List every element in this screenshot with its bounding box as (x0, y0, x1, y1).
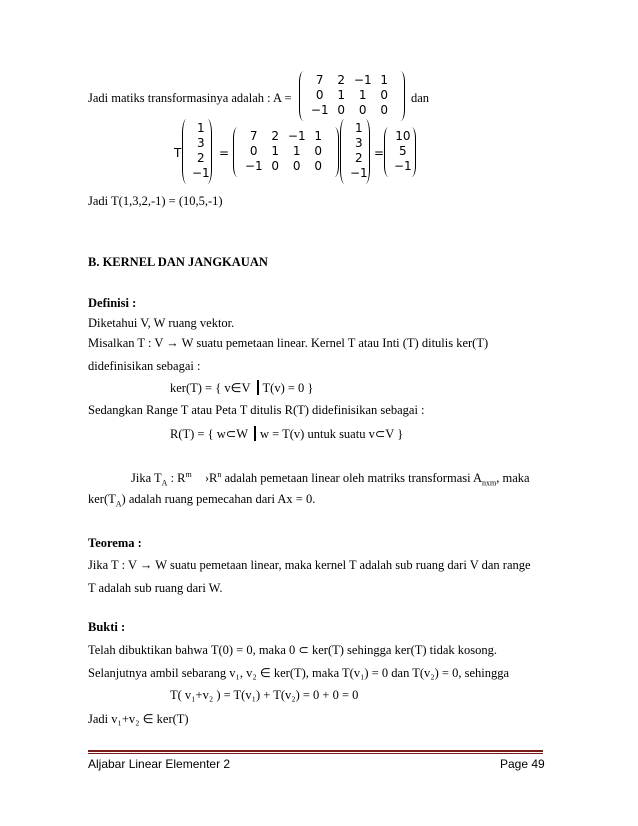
matrix-cell: 1 (271, 144, 280, 158)
footer-title: Aljabar Linear Elementer 2 (88, 757, 231, 771)
matrix-a (299, 71, 405, 121)
left-paren (299, 71, 308, 121)
domain-r: : R (167, 471, 186, 486)
vector-cell: 3 (197, 136, 205, 150)
left-paren (340, 119, 349, 184)
section-title: B. KERNEL DAN JANGKAUAN (88, 255, 268, 269)
input-vector-repeat (340, 119, 370, 184)
input-vector-repeat-grid (350, 121, 368, 184)
matrix-cell: 1 (292, 144, 301, 158)
vector-cell: 1 (197, 121, 205, 135)
right-paren (203, 119, 212, 184)
bukti-heading: Bukti : (88, 620, 126, 634)
teorema-heading: Teorema : (88, 536, 142, 550)
vector-cell: 5 (399, 144, 407, 158)
vector-cell: 3 (355, 136, 363, 150)
ker-text: ker(T (88, 492, 116, 506)
matrix-a-repeat (233, 127, 339, 177)
matrix-a-grid (309, 73, 395, 121)
vector-cell: 10 (395, 129, 411, 143)
jika-text-2: adalah pemetaan linear oleh matriks transformasi A (221, 471, 483, 486)
vector-cell: −1 (394, 159, 412, 173)
matrix-cell: 0 (315, 88, 324, 102)
equals-sign: = (374, 146, 385, 160)
page-number: Page 49 (500, 757, 545, 771)
definisi-line2: Misalkan T : V → W suatu pemetaan linear. Kernel T atau Inti (T) ditulis ker(T) (88, 336, 489, 350)
vector-cell: −1 (192, 166, 210, 180)
right-paren (407, 127, 416, 177)
definisi-line4: Sedangkan Range T atau Peta T ditulis R(T) didefinisikan sebagai : (88, 403, 425, 417)
vector-cell: −1 (350, 166, 368, 180)
matrix-cell: 0 (380, 103, 389, 117)
kernel-set-right: T(v) = 0 } (262, 381, 314, 395)
ker-ta-line (88, 492, 315, 509)
t-symbol: T (174, 146, 182, 160)
output-vector (384, 127, 416, 177)
teorema-line1: Jika T : V → W suatu pemetaan linear, maka kernel T adalah sub ruang dari V dan range (88, 558, 531, 572)
matrix-cell: 0 (358, 103, 367, 117)
range-set-right: w = T(v) untuk suatu v⊂V } (260, 427, 404, 441)
matrix-cell: 2 (271, 129, 280, 143)
vector-cell: 1 (355, 121, 363, 135)
footer-rule-thin (88, 753, 543, 754)
left-paren (233, 127, 242, 177)
result-text: Jadi T(1,3,2,-1) = (10,5,-1) (88, 194, 223, 208)
matrix-cell: 0 (380, 88, 389, 102)
vector-cell: 2 (197, 151, 205, 165)
left-paren (182, 119, 191, 184)
bukti-line3: T( v₁+v₂ ) = T(v₁) + T(v₂) = 0 + 0 = 0 (170, 688, 359, 702)
such-that-bar (254, 426, 256, 441)
subscript-nxm: nxm (482, 478, 497, 488)
matrix-cell: 1 (358, 88, 367, 102)
matrix-a-repeat-grid (243, 129, 329, 177)
matrix-cell: −1 (287, 129, 306, 143)
input-vector (182, 119, 212, 184)
jika-text: Jika T (131, 471, 162, 486)
matrix-cell: 0 (314, 144, 323, 158)
such-that-bar (257, 380, 259, 395)
matrix-intro-text: Jadi matiks transformasinya adalah : A = (88, 91, 292, 105)
range-set-left: R(T) = { w⊂W (170, 427, 249, 441)
maka-text: , maka (496, 471, 530, 486)
matrix-cell: −1 (353, 73, 372, 87)
codomain-r: ›R (201, 471, 218, 486)
range-definition (170, 426, 403, 442)
teorema-line2: T adalah sub ruang dari W. (88, 581, 223, 595)
superscript-m: m (185, 470, 192, 479)
matrix-cell: −1 (244, 159, 263, 173)
bukti-line2: Selanjutnya ambil sebarang v₁, v₂ ∈ ker(T), maka T(v₁) = 0 dan T(v₂) = 0, sehingga (88, 666, 510, 680)
output-vector-grid (394, 129, 412, 177)
dan-text: dan (411, 91, 430, 105)
superscript-n: n (217, 470, 222, 479)
kernel-definition (170, 380, 313, 396)
matrix-cell: 0 (249, 144, 258, 158)
definisi-line3: didefinisikan sebagai : (88, 359, 201, 373)
subscript-a: A (115, 499, 122, 509)
definisi-line1: Diketahui V, W ruang vektor. (88, 316, 235, 330)
subscript-a: A (161, 478, 168, 488)
kernel-set-left: ker(T) = { v∈V (170, 381, 251, 395)
matrix-cell: 0 (271, 159, 280, 173)
matrix-cell: 7 (315, 73, 324, 87)
matrix-cell: 1 (337, 88, 346, 102)
matrix-cell: 0 (314, 159, 323, 173)
equals-sign: = (219, 146, 230, 160)
matrix-cell: 1 (314, 129, 323, 143)
definisi-heading: Definisi : (88, 296, 137, 310)
matrix-cell: 1 (380, 73, 389, 87)
matrix-cell: 0 (292, 159, 301, 173)
matrix-cell: 0 (337, 103, 346, 117)
input-vector-grid (192, 121, 210, 184)
right-paren (330, 127, 339, 177)
left-paren (384, 127, 393, 177)
footer-rule (88, 750, 543, 752)
right-paren (361, 119, 370, 184)
bukti-line1: Telah dibuktikan bahwa T(0) = 0, maka 0 ⊂ ker(T) sehingga ker(T) tidak kosong. (88, 643, 498, 657)
jika-ta-line (131, 470, 530, 488)
ker-text-2: ) adalah ruang pemecahan dari Ax = 0. (121, 492, 316, 506)
matrix-cell: 2 (337, 73, 346, 87)
matrix-cell: −1 (310, 103, 329, 117)
bukti-line4: Jadi v₁+v₂ ∈ ker(T) (88, 712, 189, 726)
right-paren (396, 71, 405, 121)
matrix-cell: 7 (249, 129, 258, 143)
vector-cell: 2 (355, 151, 363, 165)
